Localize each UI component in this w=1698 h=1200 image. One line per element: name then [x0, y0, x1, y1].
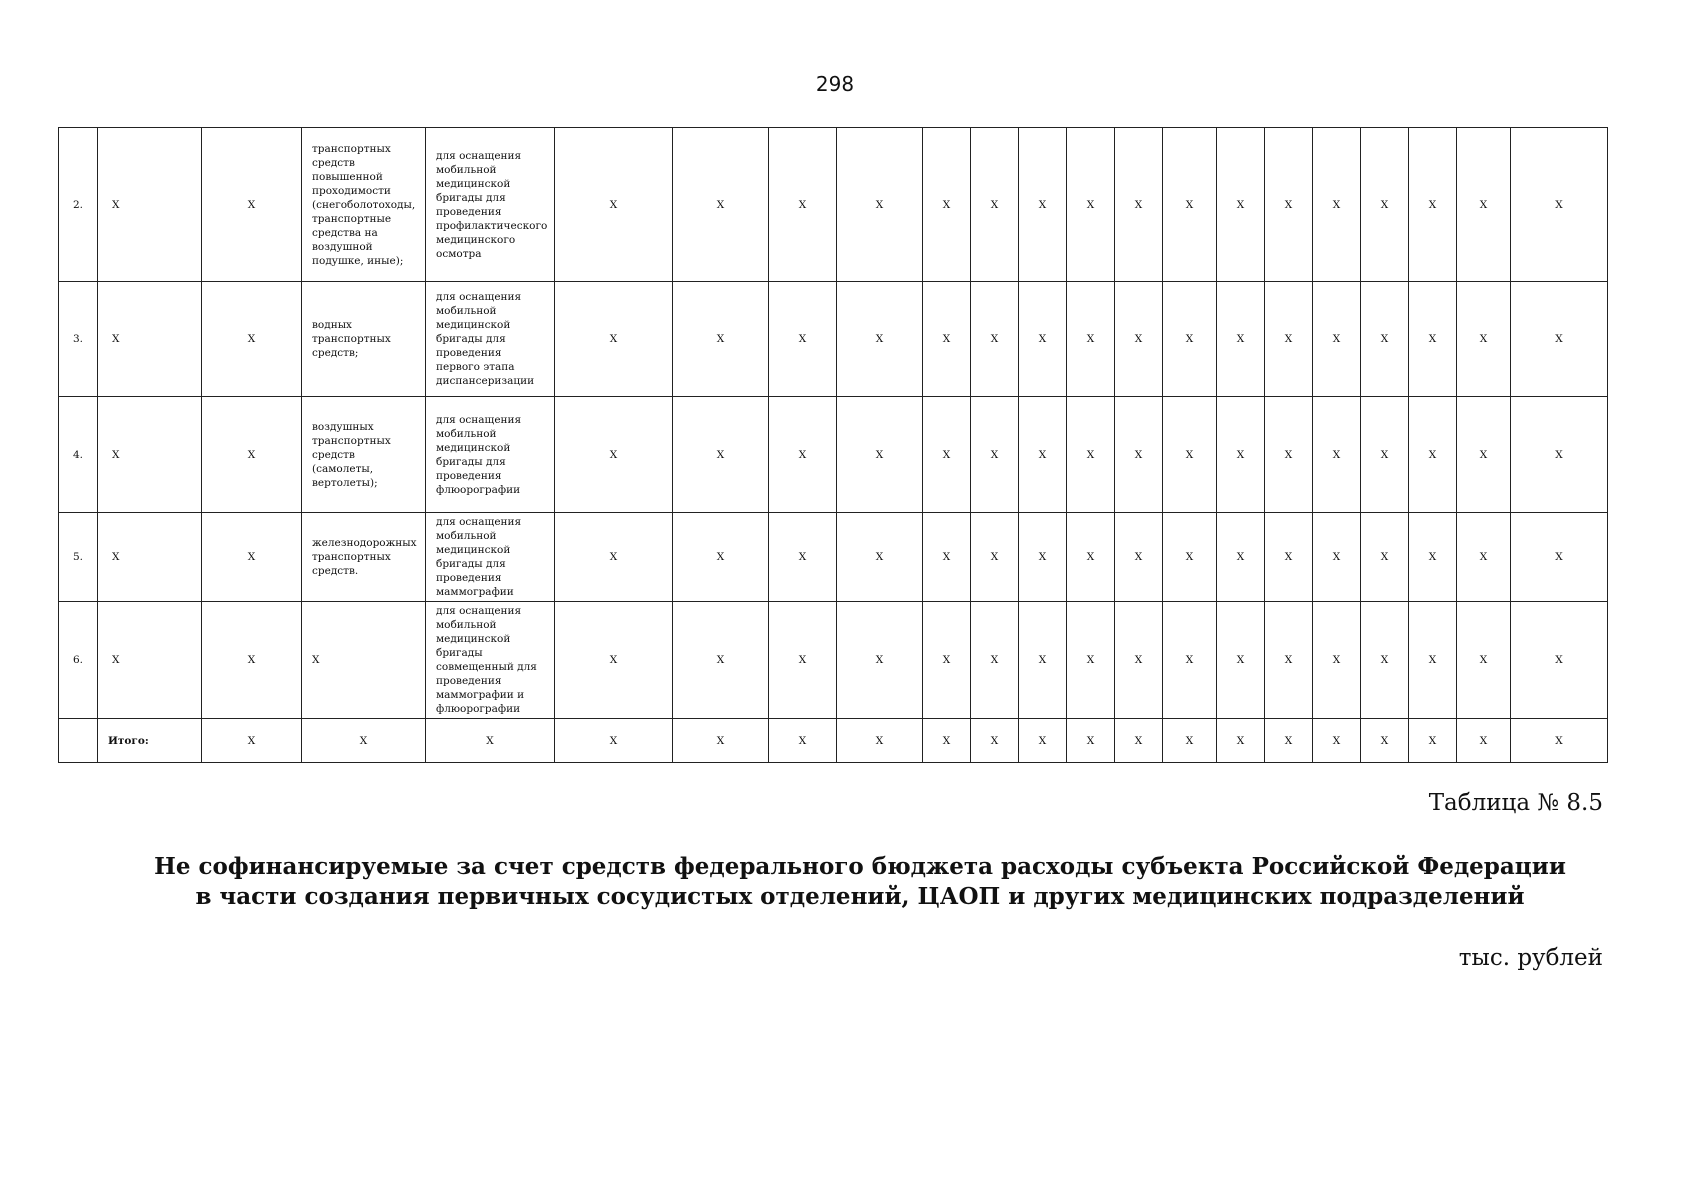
units-label: тыс. рублей	[1458, 945, 1603, 971]
table-cell: Х	[1313, 282, 1361, 397]
table-cell: Х	[98, 397, 202, 513]
table-cell: Х	[923, 128, 971, 282]
table-row	[59, 282, 1608, 397]
table-cell: Х	[923, 513, 971, 602]
purpose-cell: для оснащения мобильной медицинской бригады совмещенный для проведения маммографии и флюорографии	[426, 602, 555, 719]
table-caption: Таблица № 8.5	[1428, 790, 1603, 816]
table-cell: Х	[1115, 128, 1163, 282]
total-label-cell: Итого:	[98, 719, 202, 763]
table-cell: Х	[769, 282, 837, 397]
table-cell: Х	[202, 282, 302, 397]
table-cell: Х	[1457, 397, 1511, 513]
table-cell: Х	[1361, 719, 1409, 763]
table-cell: Х	[673, 602, 769, 719]
table-cell: Х	[202, 128, 302, 282]
vehicles-table	[58, 127, 1608, 763]
purpose-cell: для оснащения мобильной медицинской бригады для проведения маммографии	[426, 513, 555, 602]
purpose-cell: для оснащения мобильной медицинской бригады для проведения профилактического медицинского осмотра	[426, 128, 555, 282]
table-cell: Х	[673, 397, 769, 513]
table-cell: Х	[1115, 397, 1163, 513]
table-cell: Х	[1313, 513, 1361, 602]
table-cell: Х	[1361, 602, 1409, 719]
table-cell: Х	[302, 719, 426, 763]
table-cell: Х	[1217, 397, 1265, 513]
table-cell: Х	[202, 397, 302, 513]
table-cell: Х	[1265, 282, 1313, 397]
table-cell: Х	[673, 513, 769, 602]
table-cell: Х	[923, 719, 971, 763]
table-cell: Х	[1163, 719, 1217, 763]
table-cell: Х	[673, 282, 769, 397]
table-cell: Х	[555, 602, 673, 719]
table-cell: Х	[923, 397, 971, 513]
table-cell: Х	[426, 719, 555, 763]
table-cell: Х	[971, 282, 1019, 397]
table-cell: Х	[1115, 602, 1163, 719]
table-cell: Х	[1457, 719, 1511, 763]
table-cell: Х	[837, 128, 923, 282]
table-cell: Х	[1067, 602, 1115, 719]
vehicle-type-cell: железнодорожных транспортных средств.	[302, 513, 426, 602]
table-cell: Х	[1457, 602, 1511, 719]
table-cell: Х	[202, 602, 302, 719]
table-cell: Х	[1217, 602, 1265, 719]
table-cell: Х	[1163, 513, 1217, 602]
table-cell: Х	[971, 128, 1019, 282]
empty-cell	[59, 719, 98, 763]
table-cell: Х	[1265, 602, 1313, 719]
table-cell: Х	[1265, 397, 1313, 513]
table-cell: Х	[769, 719, 837, 763]
table-row	[59, 397, 1608, 513]
vehicle-type-cell: Х	[302, 602, 426, 719]
table-cell: Х	[1511, 602, 1608, 719]
vehicle-type-cell: воздушных транспортных средств (самолеты, вертолеты);	[302, 397, 426, 513]
table-cell: Х	[202, 719, 302, 763]
table-cell: Х	[98, 282, 202, 397]
vehicle-type-cell: водных транспортных средств;	[302, 282, 426, 397]
table-cell: Х	[1067, 513, 1115, 602]
table-cell: Х	[1067, 128, 1115, 282]
table-cell: Х	[555, 719, 673, 763]
row-number-cell: 2.	[59, 128, 98, 282]
table-cell: Х	[1019, 513, 1067, 602]
row-number-cell: 6.	[59, 602, 98, 719]
table-cell: Х	[1115, 513, 1163, 602]
row-number-cell: 3.	[59, 282, 98, 397]
table-cell: Х	[1163, 128, 1217, 282]
table-cell: Х	[769, 513, 837, 602]
table-cell: Х	[837, 602, 923, 719]
table-cell: Х	[1409, 719, 1457, 763]
table-cell: Х	[1511, 128, 1608, 282]
table-cell: Х	[555, 128, 673, 282]
table-cell: Х	[98, 128, 202, 282]
total-row	[59, 719, 1608, 763]
table-cell: Х	[1457, 128, 1511, 282]
table-cell: Х	[971, 513, 1019, 602]
vehicle-type-cell: транспортных средств повышенной проходимости (снегоболотоходы, транспортные средства на воздушной подушке, иные);	[302, 128, 426, 282]
table-cell: Х	[1409, 128, 1457, 282]
table-cell: Х	[1409, 513, 1457, 602]
table-cell: Х	[837, 513, 923, 602]
table-cell: Х	[1511, 513, 1608, 602]
table-cell: Х	[673, 719, 769, 763]
table-cell: Х	[1409, 397, 1457, 513]
table-cell: Х	[555, 282, 673, 397]
row-number-cell: 5.	[59, 513, 98, 602]
table-cell: Х	[1019, 602, 1067, 719]
table-cell: Х	[837, 397, 923, 513]
table-cell: Х	[98, 602, 202, 719]
table-cell: Х	[1511, 719, 1608, 763]
table-cell: Х	[1313, 128, 1361, 282]
table-cell: Х	[1019, 719, 1067, 763]
table-cell: Х	[673, 128, 769, 282]
table-cell: Х	[837, 719, 923, 763]
table-row	[59, 128, 1608, 282]
table-cell: Х	[1067, 282, 1115, 397]
table-cell: Х	[1217, 128, 1265, 282]
table-cell: Х	[1457, 513, 1511, 602]
table-cell: Х	[1067, 397, 1115, 513]
table-cell: Х	[1019, 282, 1067, 397]
table-cell: Х	[98, 513, 202, 602]
table-cell: Х	[1163, 282, 1217, 397]
purpose-cell: для оснащения мобильной медицинской бригады для проведения первого этапа диспансеризации	[426, 282, 555, 397]
table-cell: Х	[1265, 128, 1313, 282]
table-cell: Х	[769, 128, 837, 282]
table-cell: Х	[1313, 719, 1361, 763]
table-cell: Х	[555, 397, 673, 513]
table-cell: Х	[555, 513, 673, 602]
table-cell: Х	[971, 719, 1019, 763]
table-cell: Х	[1361, 282, 1409, 397]
table-cell: Х	[1019, 128, 1067, 282]
table-cell: Х	[1511, 397, 1608, 513]
table-cell: Х	[1019, 397, 1067, 513]
table-cell: Х	[1409, 282, 1457, 397]
table-row	[59, 602, 1608, 719]
table-cell: Х	[202, 513, 302, 602]
table-cell: Х	[1115, 719, 1163, 763]
table-cell: Х	[1265, 513, 1313, 602]
table-cell: Х	[1217, 513, 1265, 602]
table-cell: Х	[1361, 513, 1409, 602]
page-number: 298	[815, 72, 855, 96]
table-cell: Х	[1409, 602, 1457, 719]
table-cell: Х	[1361, 128, 1409, 282]
table-cell: Х	[971, 602, 1019, 719]
table-cell: Х	[1361, 397, 1409, 513]
table-cell: Х	[971, 397, 1019, 513]
row-number-cell: 4.	[59, 397, 98, 513]
table-row	[59, 513, 1608, 602]
table-cell: Х	[837, 282, 923, 397]
table-cell: Х	[1457, 282, 1511, 397]
table-cell: Х	[1217, 282, 1265, 397]
table-cell: Х	[1313, 397, 1361, 513]
table-cell: Х	[923, 282, 971, 397]
table-cell: Х	[1511, 282, 1608, 397]
table-cell: Х	[1163, 602, 1217, 719]
table-heading: Не софинансируемые за счет средств федерального бюджета расходы субъекта Российской Федерации в части создания первичных сосудистых отделений, ЦАОП и других медицинских подразделений	[154, 853, 1566, 910]
table-cell: Х	[1115, 282, 1163, 397]
table-cell: Х	[923, 602, 971, 719]
purpose-cell: для оснащения мобильной медицинской бригады для проведения флюорографии	[426, 397, 555, 513]
table-cell: Х	[1265, 719, 1313, 763]
table-cell: Х	[769, 397, 837, 513]
table-cell: Х	[1313, 602, 1361, 719]
table-cell: Х	[1163, 397, 1217, 513]
table-cell: Х	[1067, 719, 1115, 763]
table-cell: Х	[1217, 719, 1265, 763]
table-cell: Х	[769, 602, 837, 719]
